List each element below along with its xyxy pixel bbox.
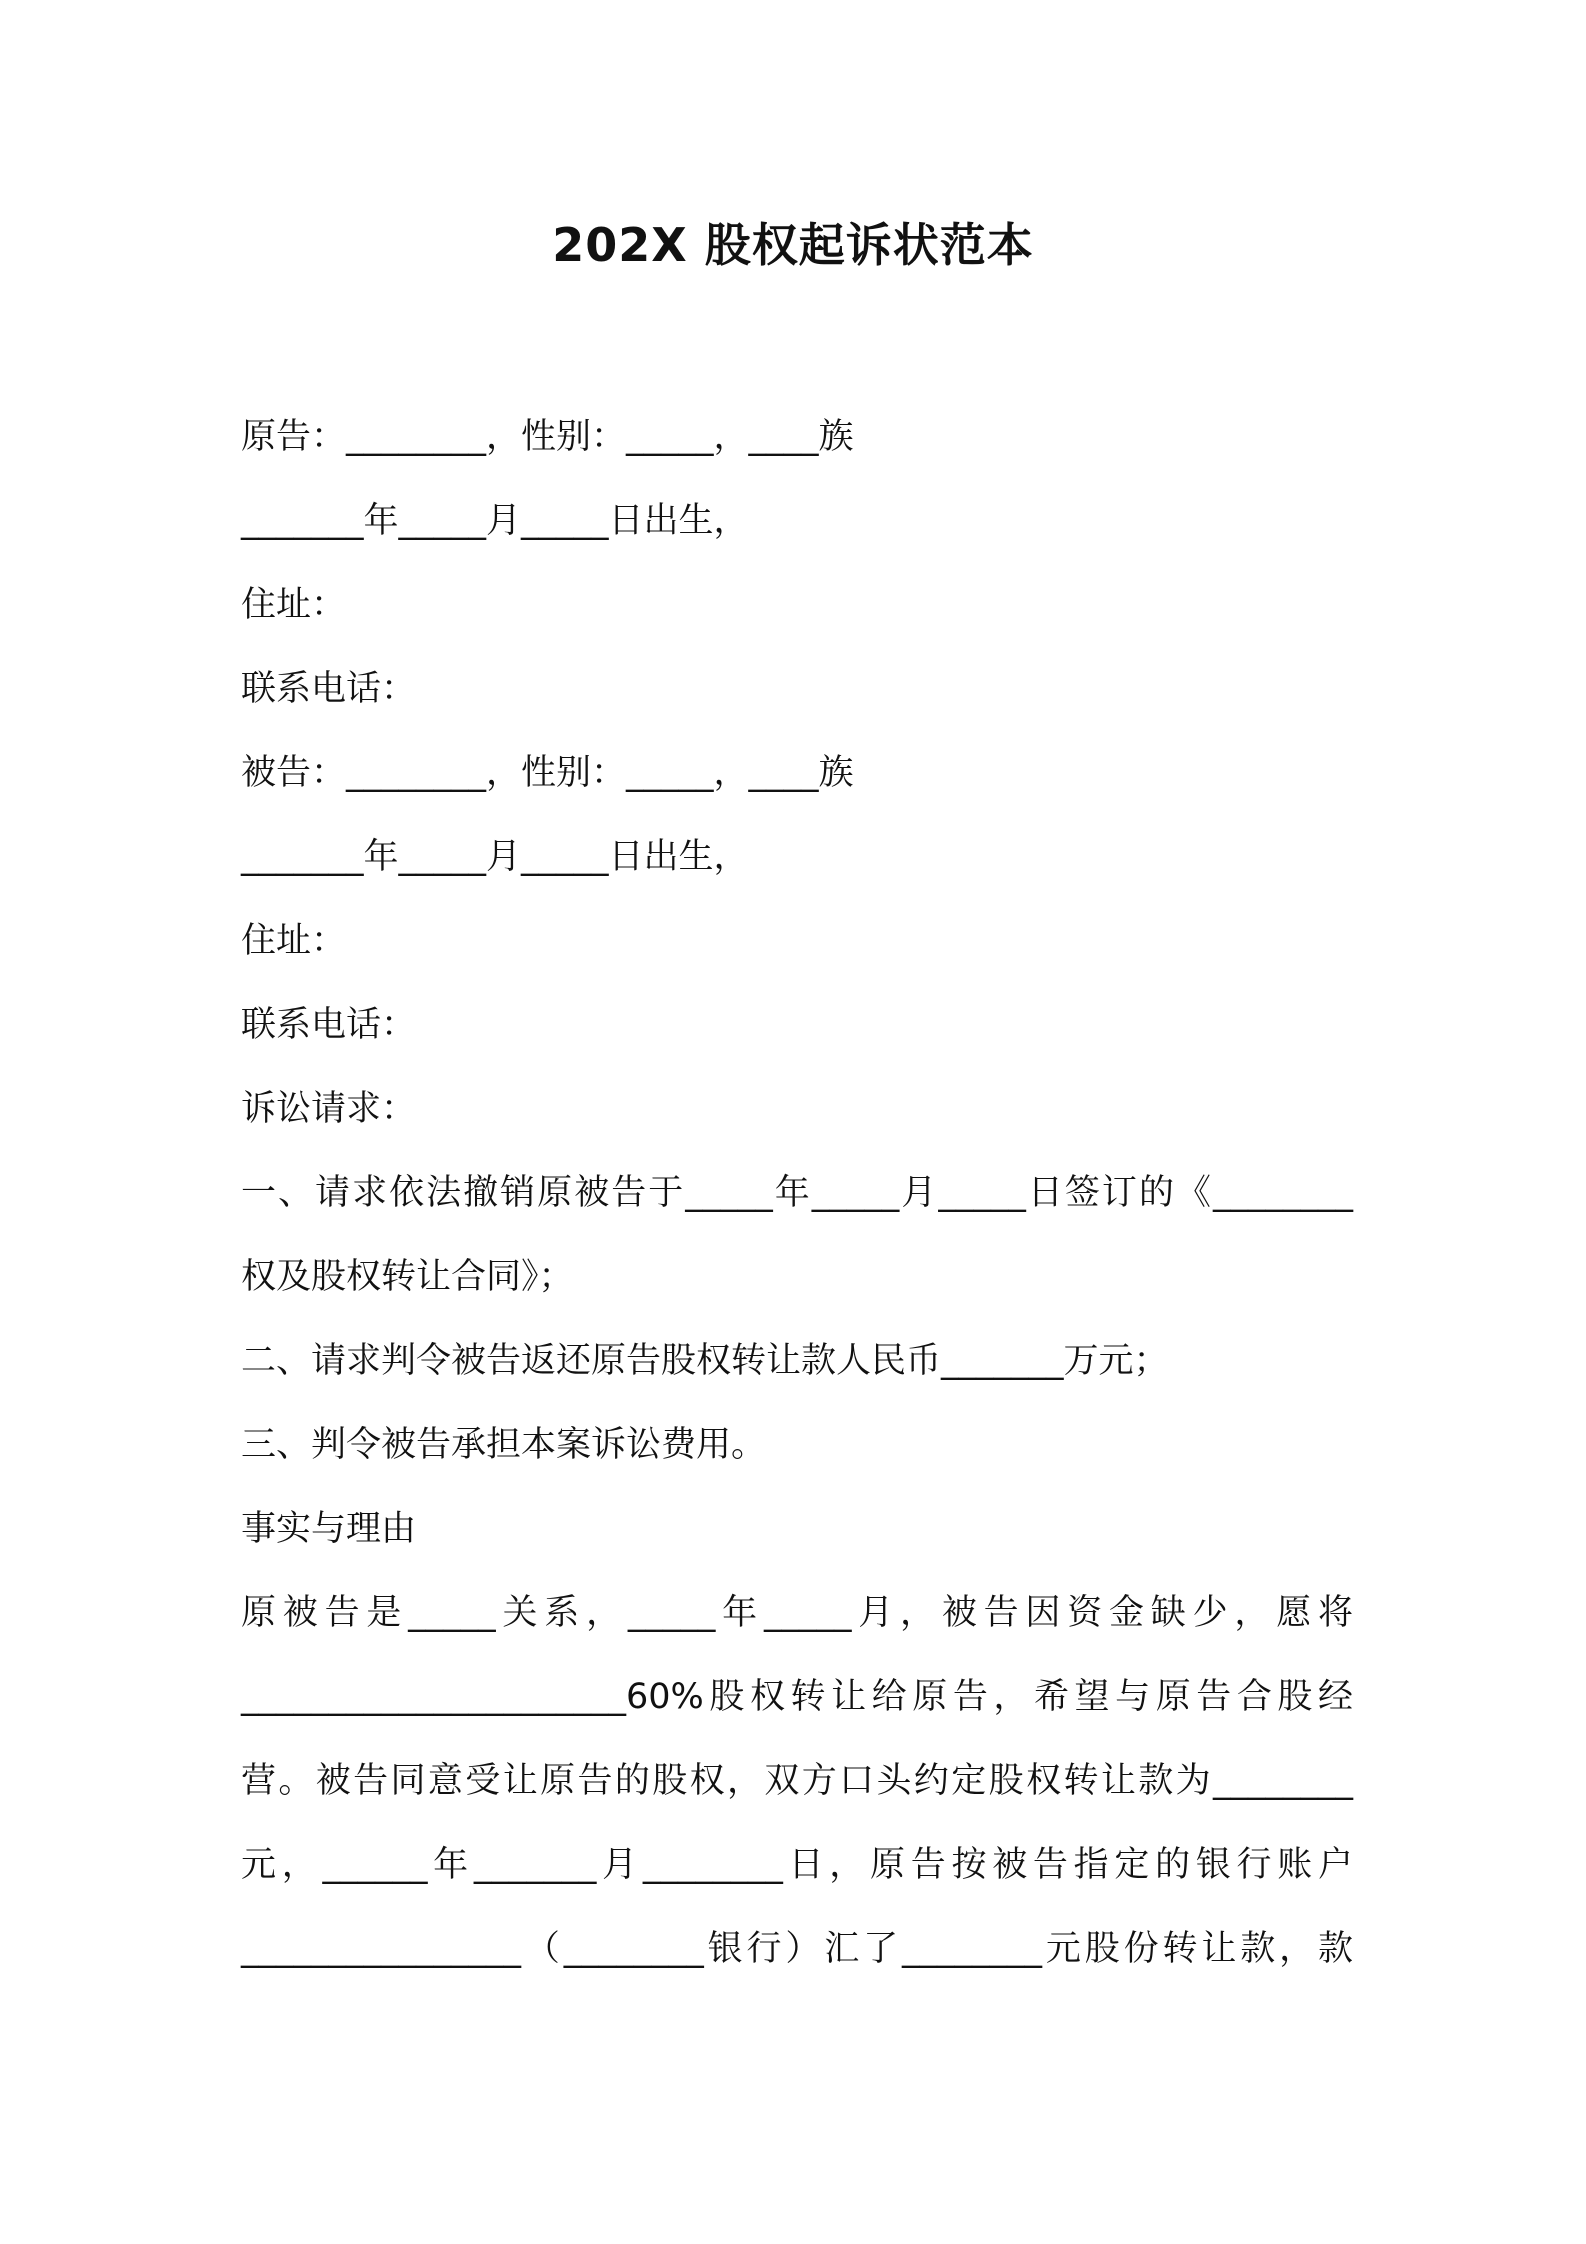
document-title: 202X 股权起诉状范本: [552, 218, 1034, 272]
defendant-address-line: 住址：: [241, 921, 347, 961]
claims-heading: 诉讼请求：: [241, 1089, 417, 1129]
facts-paragraph-line: ________________（________银行）汇了________元股份转让款，款: [241, 1929, 1353, 1969]
defendant-phone-line: 联系电话：: [241, 1005, 417, 1045]
claim-one-line: 一、请求依法撤销原被告于_____年_____月_____日签订的《________: [241, 1173, 1353, 1213]
defendant-name-line: 被告：________，性别：_____，____族: [241, 753, 854, 793]
facts-heading: 事实与理由: [241, 1509, 417, 1549]
facts-paragraph-line: ______________________60%股权转让给原告，希望与原告合股经: [241, 1677, 1353, 1717]
claim-three-line: 三、判令被告承担本案诉讼费用。: [241, 1425, 767, 1465]
plaintiff-address-line: 住址：: [241, 585, 347, 625]
facts-paragraph-line: 元，______年_______月________日，原告按被告指定的银行账户: [241, 1845, 1353, 1885]
plaintiff-name-line: 原告：________，性别：_____，____族: [241, 417, 854, 457]
facts-paragraph-line: 营。被告同意受让原告的股权，双方口头约定股权转让款为________: [241, 1761, 1353, 1801]
plaintiff-phone-line: 联系电话：: [241, 669, 417, 709]
defendant-birth-line: _______年_____月_____日出生，: [241, 837, 749, 877]
claim-one-continuation: 权及股权转让合同》；: [241, 1257, 574, 1297]
facts-paragraph-line: 原被告是_____关系，_____年_____月，被告因资金缺少，愿将: [241, 1593, 1353, 1633]
plaintiff-birth-line: _______年_____月_____日出生，: [241, 501, 749, 541]
claim-two-line: 二、请求判令被告返还原告股权转让款人民币_______万元；: [241, 1341, 1169, 1381]
